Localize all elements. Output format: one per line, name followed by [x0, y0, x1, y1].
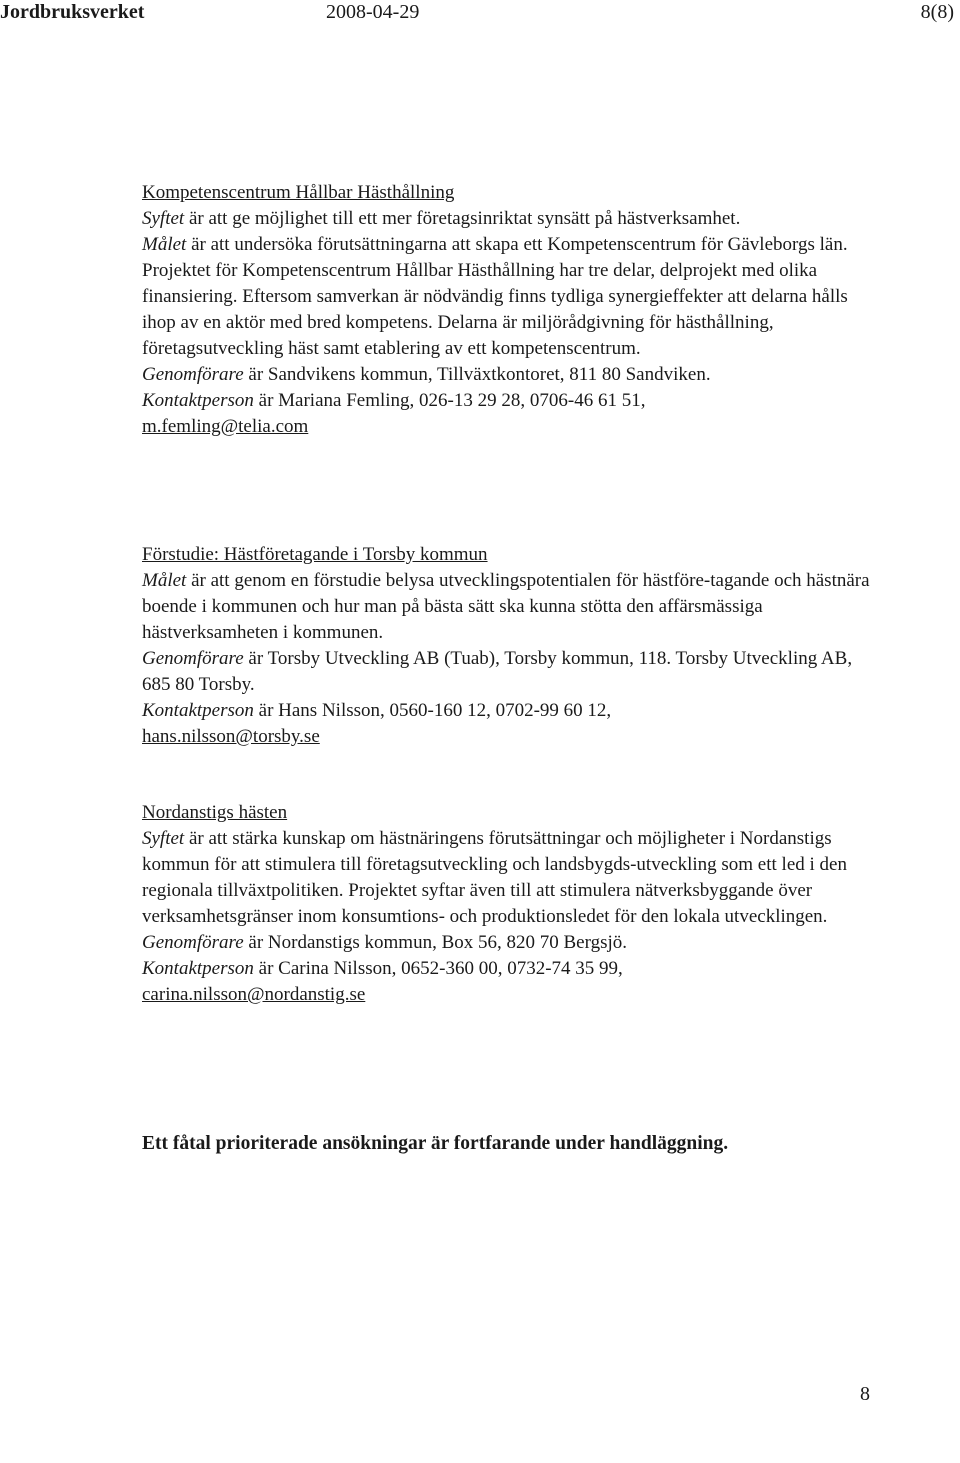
genomforare-text: är Torsby Utveckling AB (Tuab), Torsby kommun, 118. Torsby Utveckling AB, 685 80 Torsby.: [142, 648, 853, 695]
closing-statement: Ett fåtal prioriterade ansökningar är fortfarande under handläggning.: [142, 1132, 729, 1154]
project-text: Projektet för Kompetenscentrum Hållbar Hästhållning har tre delar, delprojekt med olika finansiering. Eftersom samverkan är nödvändig finns tydliga synergieffekter att delarna hålls ihop av en aktör med bred kompetens. Delarna är miljörådgivning för hästhållning, företagsutveckling häst samt etablering av ett kompetenscentrum.: [142, 260, 848, 359]
footer-page-number: 8: [860, 1383, 870, 1405]
section-nordanstigs-hasten: [142, 800, 882, 1008]
organization-name: Jordbruksverket: [0, 1, 145, 23]
page-header: [0, 0, 960, 26]
kontakt-text: är Mariana Femling, 026-13 29 28, 0706-46 61 51,: [253, 390, 646, 411]
syftet-text: är att ge möjlighet till ett mer företagsinriktat synsätt på hästverksamhet.: [184, 208, 741, 229]
email-link[interactable]: hans.nilsson@torsby.se: [142, 726, 320, 747]
email-link[interactable]: m.femling@telia.com: [142, 416, 309, 437]
genomforare-text: är Sandvikens kommun, Tillväxtkontoret, 811 80 Sandviken.: [243, 364, 711, 385]
genomforare-text: är Nordanstigs kommun, Box 56, 820 70 Bergsjö.: [243, 932, 628, 953]
section-title: Förstudie: Hästföretagande i Torsby kommun: [142, 544, 488, 565]
malet-text: är att undersöka förutsättningarna att skapa ett Kompetenscentrum för Gävleborgs län.: [186, 234, 848, 255]
section-body: [142, 826, 882, 1008]
kontakt-label: Kontaktperson: [142, 390, 254, 411]
genomforare-label: Genomförare: [142, 648, 244, 669]
email-link[interactable]: carina.nilsson@nordanstig.se: [142, 984, 366, 1005]
section-title: Kompetenscentrum Hållbar Hästhållning: [142, 182, 455, 203]
kontakt-text: är Carina Nilsson, 0652-360 00, 0732-74 35 99,: [253, 958, 623, 979]
syftet-label: Syftet: [142, 828, 185, 849]
document-date: 2008-04-29: [326, 1, 420, 23]
section-forstudie-torsby: [142, 542, 882, 750]
malet-text: är att genom en förstudie belysa utvecklingspotentialen för hästföre-tagande och hästnära boende i kommunen och hur man på bästa sätt ska kunna stötta den affärsmässiga hästverksamheten i kommunen.: [142, 570, 870, 643]
section-kompetenscentrum: [142, 180, 882, 440]
genomforare-label: Genomförare: [142, 932, 244, 953]
malet-label: Målet: [142, 570, 187, 591]
syftet-label: Syftet: [142, 208, 185, 229]
kontakt-label: Kontaktperson: [142, 958, 254, 979]
syftet-text: är att stärka kunskap om hästnäringens förutsättningar och möjligheter i Nordanstigs kommun för att stimulera till företagsutveckling och landsbygds-utveckling som ett led i den regionala tillväxtpolitiken. Projektet syftar även till att stimulera nätverksbyggande över verksamhetsgränser inom konsumtions- och produktionsledet för den lokala utvecklingen.: [142, 828, 847, 927]
malet-label: Målet: [142, 234, 187, 255]
kontakt-label: Kontaktperson: [142, 700, 254, 721]
kontakt-text: är Hans Nilsson, 0560-160 12, 0702-99 60 12,: [253, 700, 612, 721]
section-body: [142, 206, 882, 440]
page-indicator: 8(8): [920, 1, 954, 23]
section-title: Nordanstigs hästen: [142, 802, 288, 823]
genomforare-label: Genomförare: [142, 364, 244, 385]
section-body: [142, 568, 882, 750]
